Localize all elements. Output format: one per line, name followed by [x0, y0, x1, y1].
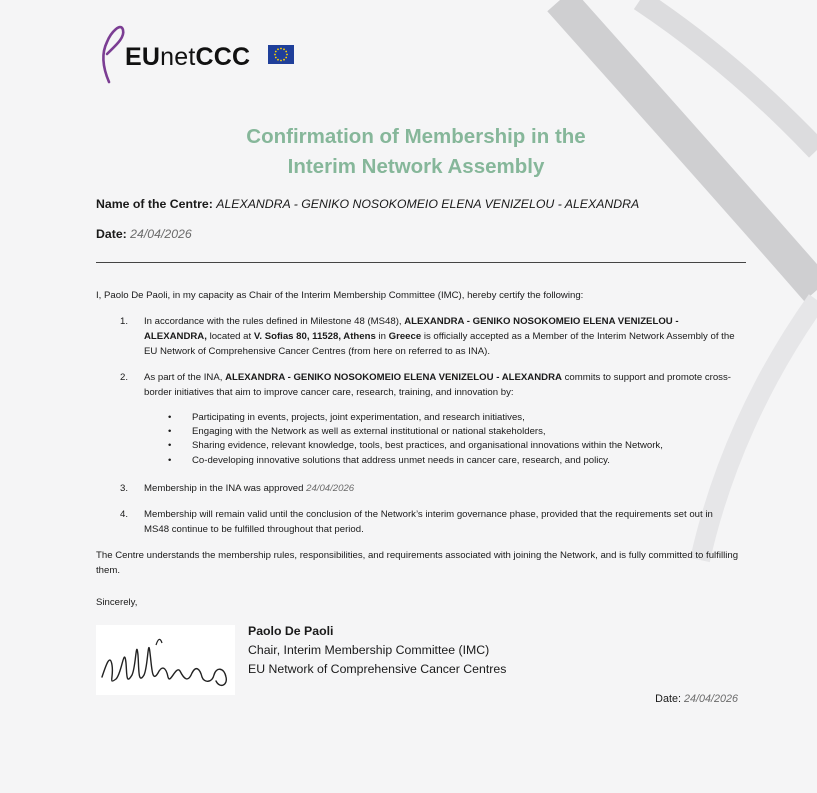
- document-title: [96, 122, 736, 182]
- centre-name-field: [96, 197, 639, 211]
- title-line-2: Interim Network Assembly: [287, 155, 545, 178]
- ribbon-logo-icon: [97, 20, 127, 84]
- centre-name-label: Name of the Centre:: [96, 197, 213, 211]
- eu-flag-icon: [268, 45, 294, 64]
- bottom-date-field: [655, 693, 738, 705]
- eunetccc-logo: [97, 20, 307, 84]
- divider: [96, 262, 746, 263]
- list-item: • Co-developing innovative solutions that address unmet needs in cancer care, research, and policy.: [168, 454, 610, 466]
- list-item: • Engaging with the Network as well as external institutional or national stakeholders,: [168, 426, 546, 438]
- list-item: • Sharing evidence, relevant knowledge, tools, best practices, and organisational innovations within the Network,: [168, 440, 663, 452]
- item-text: Membership in the INA was approved 24/04/2026: [144, 483, 355, 494]
- list-item: • Participating in events, projects, joint experimentation, and research initiatives,: [168, 412, 525, 423]
- signatory-name: Paolo De Paoli: [248, 624, 334, 638]
- signature-icon: [96, 625, 235, 695]
- bottom-date-value: 24/04/2026: [683, 693, 738, 705]
- date-field: [96, 227, 192, 241]
- date-label: Date:: [96, 227, 127, 241]
- title-line-1: Confirmation of Membership in the: [246, 125, 586, 148]
- signatory-role: Chair, Interim Membership Committee (IMC): [248, 643, 490, 657]
- bottom-date-label: Date:: [655, 693, 681, 705]
- closing-paragraph: The Centre understands the membership rules, responsibilities, and requirements associated with joining the Network, and is fully committed to fulfilling them.: [96, 550, 739, 577]
- item-number: 2.: [120, 372, 129, 383]
- signature-image: [96, 625, 235, 695]
- item-text: Membership will remain valid until the conclusion of the Network’s interim governance phase, provided that the requirements set out in MS48 continue to be fulfilled throughout that period.: [144, 509, 713, 536]
- intro-paragraph: I, Paolo De Paoli, in my capacity as Chair of the Interim Membership Committee (IMC), hereby certify the following:: [96, 290, 584, 301]
- centre-name-value: ALEXANDRA - GENIKO NOSOKOMEIO ELENA VENIZELOU - ALEXANDRA: [216, 197, 640, 211]
- signatory-block: [248, 622, 506, 679]
- signatory-org: EU Network of Comprehensive Cancer Centres: [248, 662, 507, 676]
- item-text: As part of the INA, ALEXANDRA - GENIKO NOSOKOMEIO ELENA VENIZELOU - ALEXANDRA commits to support and promote cross-border initiatives that aim to improve cancer care, research, training, and innovation by:: [144, 372, 731, 399]
- commitments-list: [168, 411, 728, 468]
- item-number: 4.: [120, 509, 129, 520]
- item-number: 1.: [120, 316, 129, 327]
- item-number: 3.: [120, 483, 129, 494]
- logo-wordmark: EUnetCCC: [125, 43, 251, 71]
- sincerely-text: Sincerely,: [96, 597, 138, 608]
- date-value: 24/04/2026: [130, 227, 192, 241]
- item-text: In accordance with the rules defined in Milestone 48 (MS48), ALEXANDRA - GENIKO NOSOKOMEIO ELENA VENIZELOU - ALEXANDRA, located at V. Sofias 80, 11528, Athens in Greece is officially accepted as a Member of the Interim Network Assembly of the EU Network of Comprehensive Cancer Centres (from here on referred to as INA).: [144, 316, 735, 358]
